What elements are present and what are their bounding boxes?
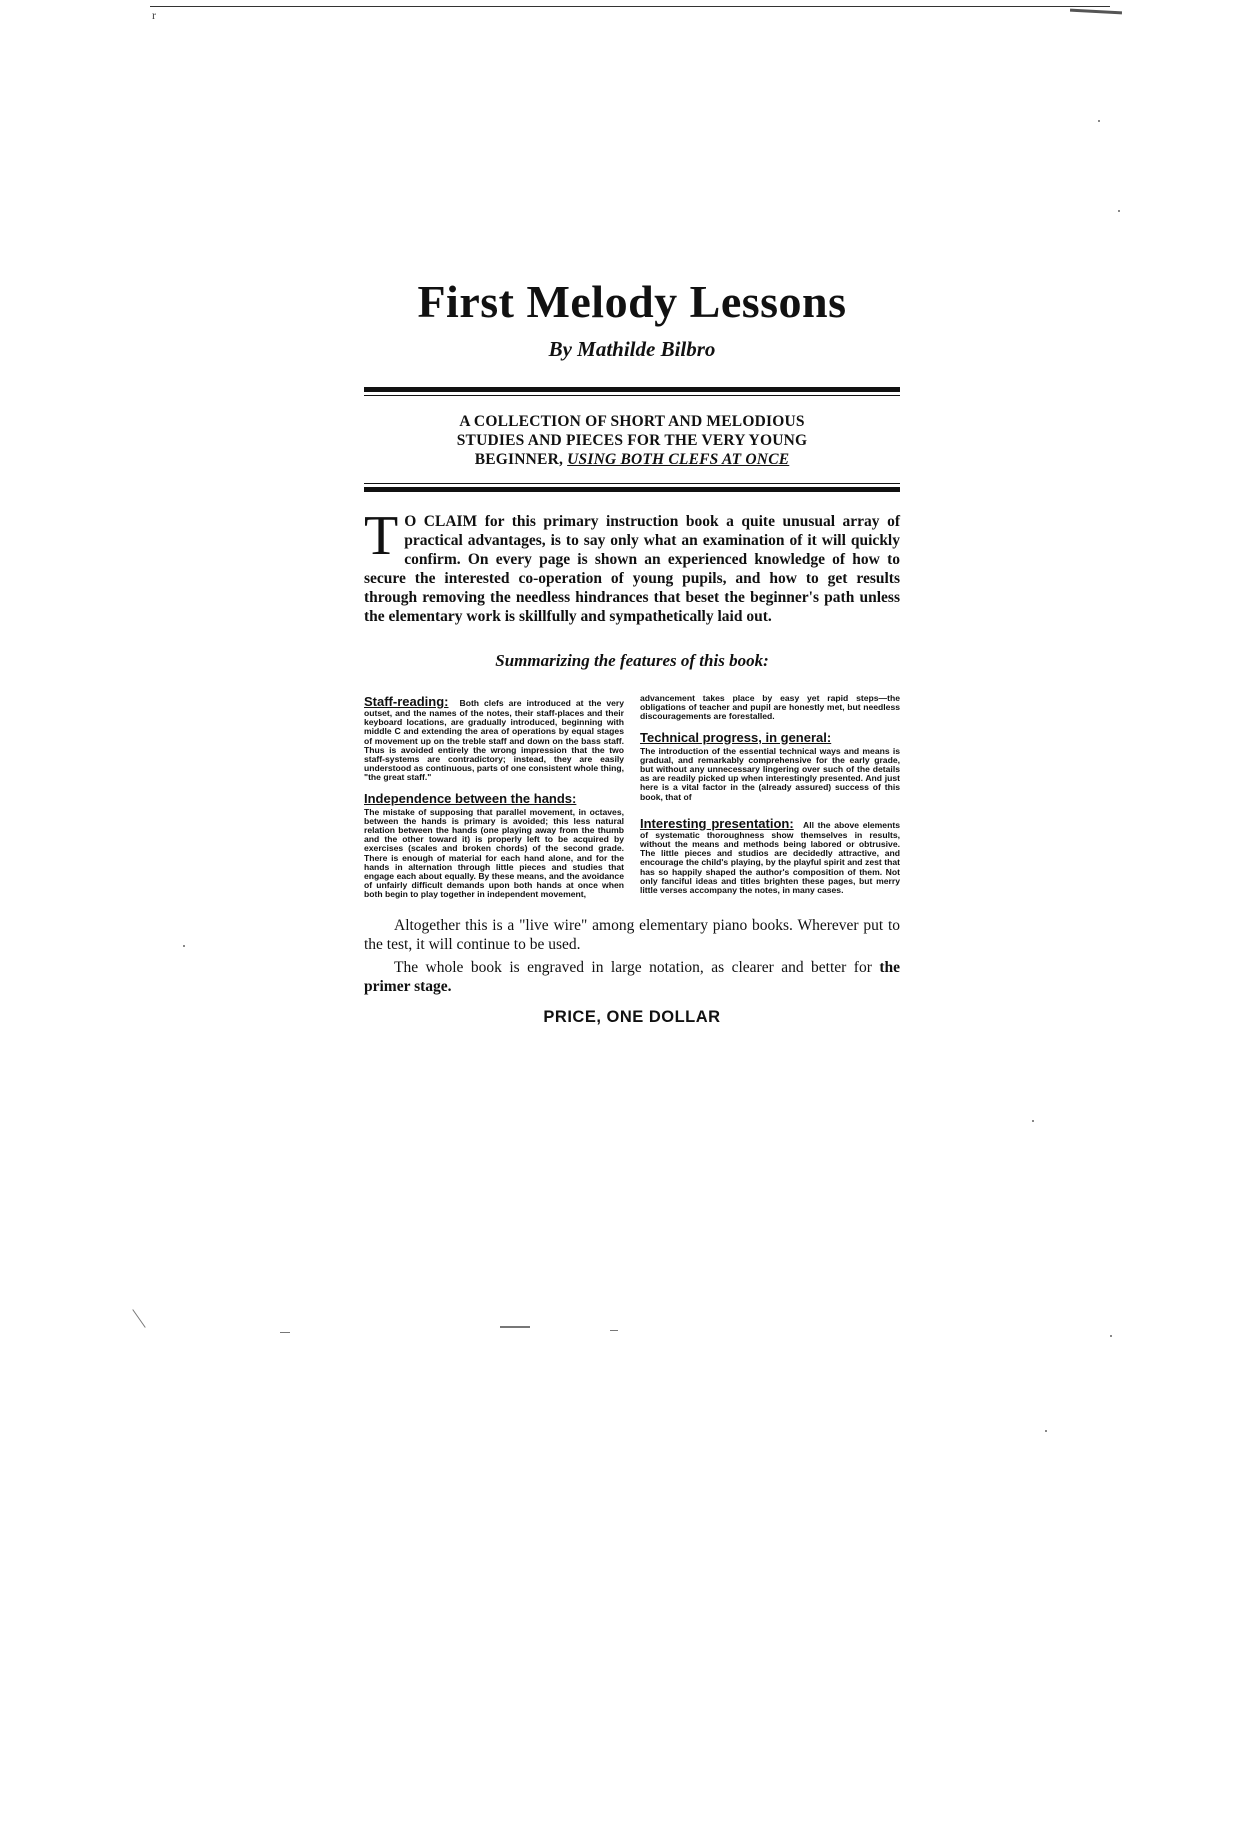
scan-speck <box>183 945 185 947</box>
scan-edge-line <box>150 6 1110 7</box>
closing-text: The whole book is engraved in large notation, as clearer and better for <box>394 958 872 976</box>
author-byline: By Mathilde Bilbro <box>548 337 716 361</box>
closing-paragraph <box>364 958 900 996</box>
closing-section <box>364 916 900 996</box>
closing-paragraph: Altogether this is a "live wire" among elementary piano books. Wherever put to the test, it will continue to be used. <box>364 916 900 953</box>
scan-corner-mark: r <box>152 8 156 22</box>
feature-interesting <box>640 816 900 895</box>
scan-scratch <box>132 1309 145 1328</box>
divider-rule <box>364 487 900 492</box>
feature-heading: Staff-reading: <box>364 694 449 709</box>
collection-emphasis: USING BOTH CLEFS AT ONCE <box>567 451 790 468</box>
feature-independence <box>364 791 624 900</box>
price-label: PRICE, ONE DOLLAR <box>543 1007 721 1026</box>
divider-rule <box>364 387 900 392</box>
scan-dash <box>610 1330 618 1331</box>
feature-heading: Independence between the hands: <box>364 790 577 806</box>
feature-text: All the above elements of systematic thoroughness show themselves in results, without the means and methods being labored or obtrusive. The little pieces and studios are decidedly attractive, and encourage the child's playing, by the playful spirit and zest that has so happily shaped the author's composition of them. Not only fanciful ideas and titles brighten these pages, but merry little verses accompany the notes, in many cases. <box>640 819 900 896</box>
scan-speck <box>1032 1120 1034 1122</box>
feature-technical <box>640 730 900 802</box>
intro-text: O CLAIM for this primary instruction book a quite unusual array of practical advantages, is to say only what an examination of it will quickly confirm. On every page is shown an experienced knowledge of how to secure the interested co-operation of young pupils, and how to get results through removing the needless hindrances that beset the beginner's path unless the elementary work is skillfully and sympathetically laid out. <box>364 513 900 625</box>
closing-bold-text: the primer stage. <box>364 958 901 995</box>
scan-smudge <box>500 1326 530 1328</box>
scan-smudge <box>1070 9 1122 15</box>
feature-text: The mistake of supposing that parallel movement, in octaves, between the hands is primary is avoided; this less natural relation between the hands (one playing away from the thumb and the other toward it) is properly left to be acquired by exercises (scales and broken chords) of the second grade. There is enough of material for each hand alone, and for the hands in alternation through little pieces and studies that engage each about equally. By these means, and the avoidance of unfairly difficult demands upon both hands at once when both begin to play together in independent movement, <box>364 806 624 900</box>
scan-speck <box>1110 1335 1112 1337</box>
scan-speck <box>1118 210 1120 212</box>
collection-line: STUDIES AND PIECES FOR THE VERY YOUNG <box>456 432 808 449</box>
feature-continued <box>640 694 900 722</box>
intro-paragraph <box>364 505 900 626</box>
scan-speck <box>1098 120 1100 122</box>
features-column-left <box>364 694 624 908</box>
collection-line: A COLLECTION OF SHORT AND MELODIOUS <box>459 413 805 430</box>
feature-heading: Interesting presentation: <box>640 815 794 831</box>
drop-cap: T <box>364 505 399 567</box>
summary-heading: Summarizing the features of this book: <box>495 651 769 670</box>
collection-description <box>364 412 900 469</box>
advertisement-page <box>364 275 900 1027</box>
collection-line <box>364 450 900 469</box>
feature-text: Both clefs are introduced at the very outset, and the names of the notes, their staff-places and their keyboard locations, are gradually introduced, beginning with middle C and extending the area of operations by equal stages of movement up on the treble staff and down on the bass staff. Thus is avoided entirely the wrong impression that the two staff-systems are contradictory; instead, they are easily understood as continuous, parts of one consistent whole thing, "the great staff." <box>364 698 625 783</box>
scan-speck <box>1045 1430 1047 1432</box>
feature-text: advancement takes place by easy yet rapid steps—the obligations of teacher and pupil are honestly met, but needless discouragements are forestalled. <box>640 693 900 722</box>
features-column-right <box>640 694 900 908</box>
scan-dash <box>280 1332 290 1333</box>
feature-text: The introduction of the essential technical ways and means is gradual, and remarkably comprehensive for the early grade, but without any unnecessary lingering over such of the details as are readily picked up when interestingly presented. And just here is a vital factor in the (already assured) success of this book, that of <box>640 745 900 802</box>
features-columns <box>364 694 900 908</box>
collection-line-prefix: BEGINNER, <box>474 451 564 468</box>
page-title: First Melody Lessons <box>417 276 847 327</box>
feature-staff-reading <box>364 694 624 783</box>
feature-heading: Technical progress, in general: <box>640 729 832 745</box>
